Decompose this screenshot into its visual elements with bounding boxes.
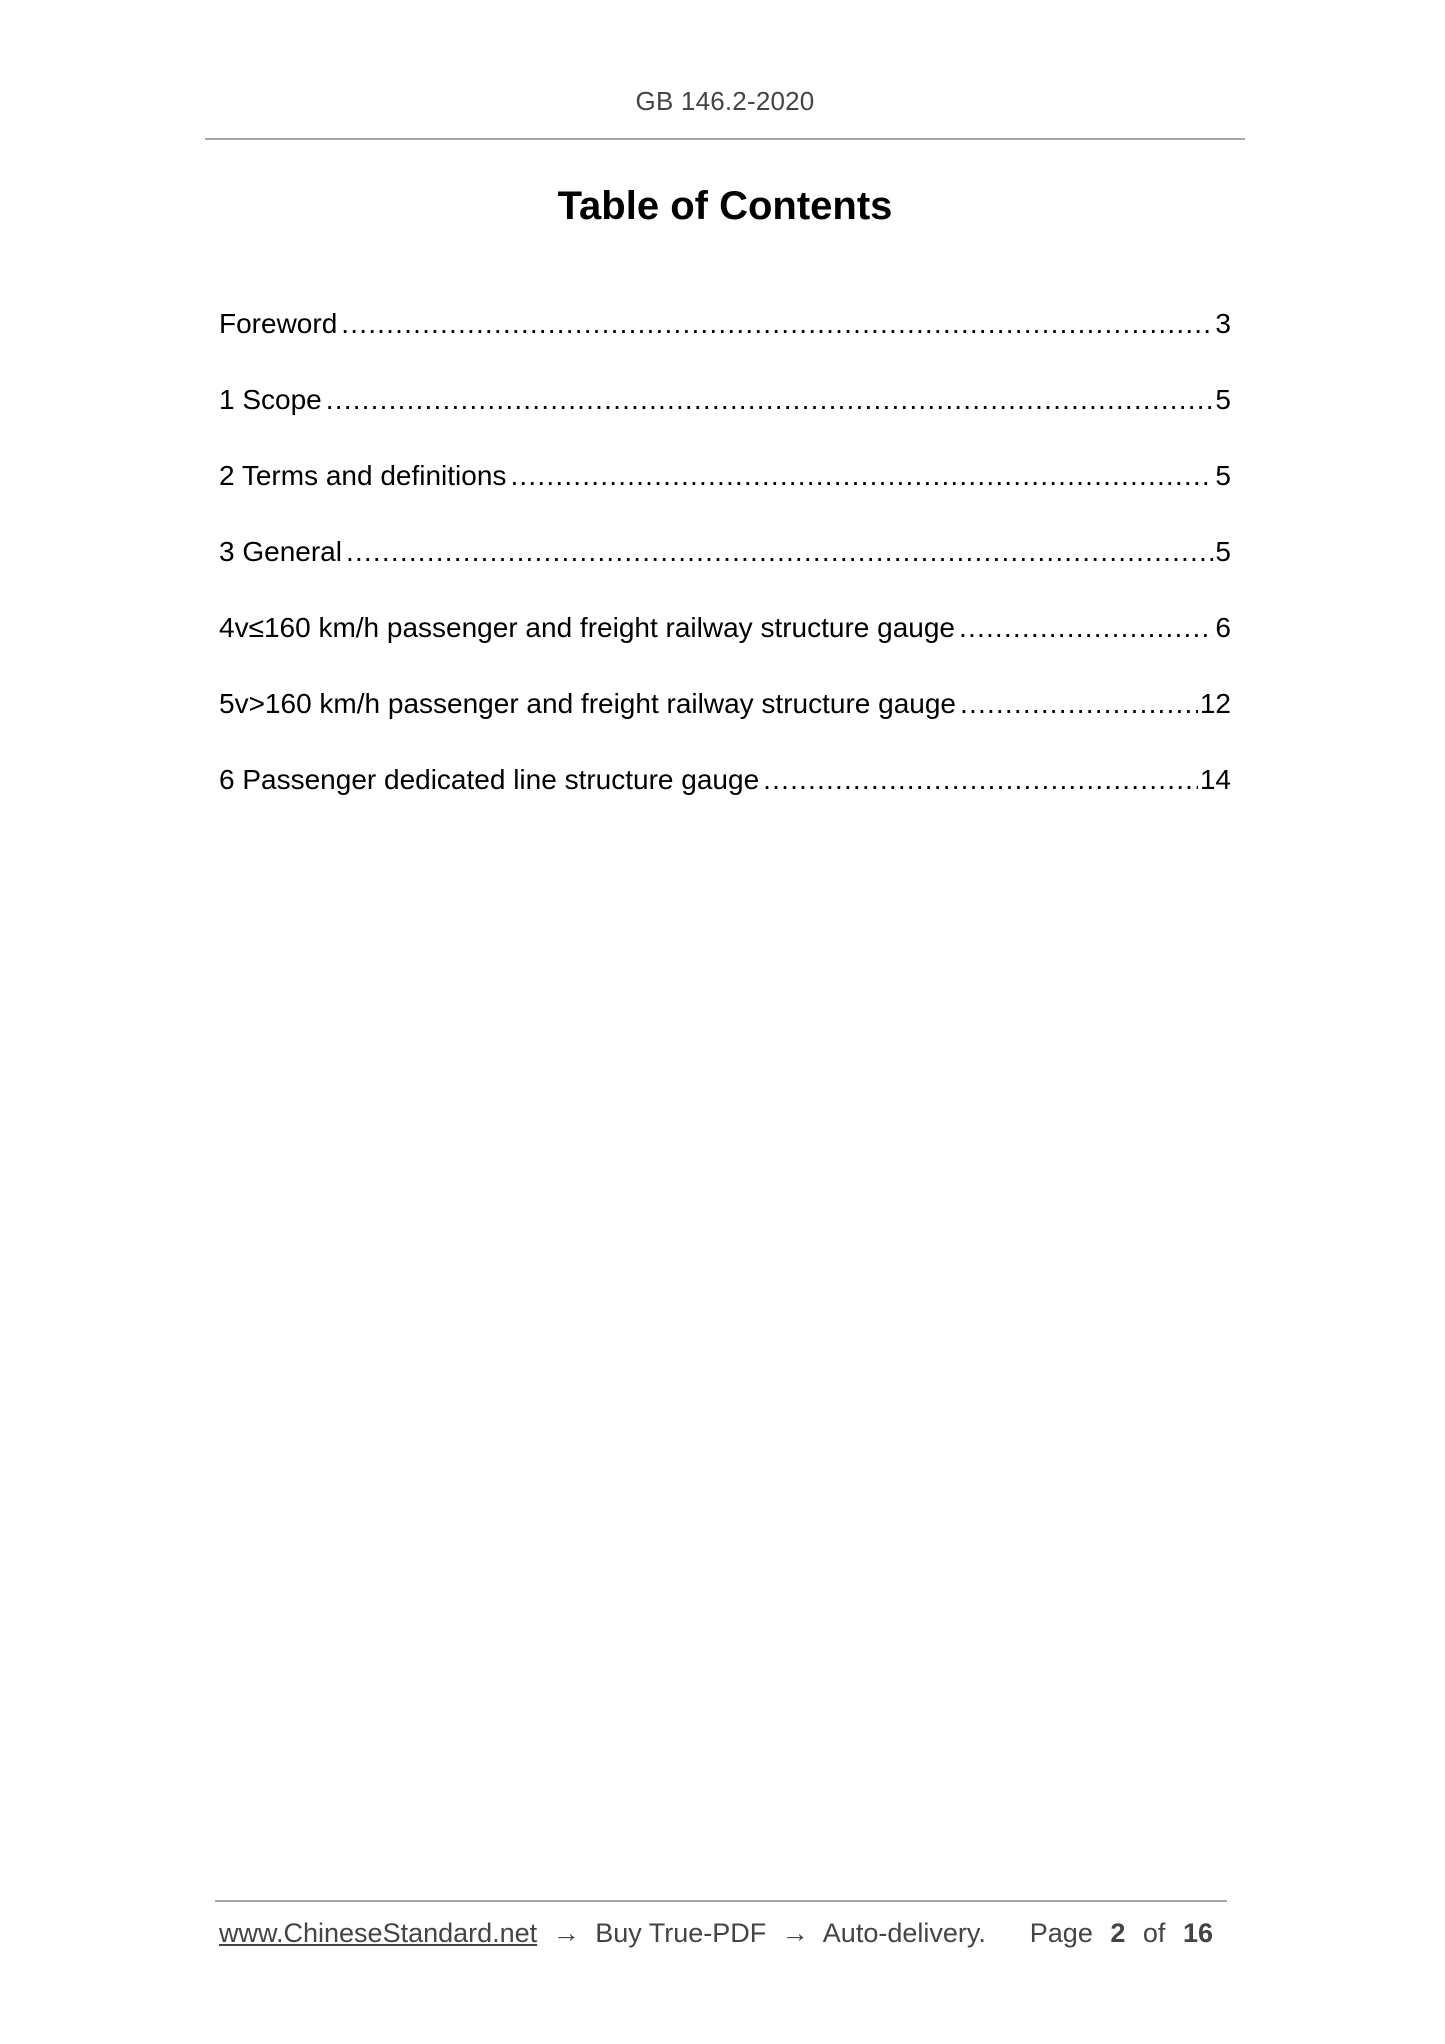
header-divider bbox=[205, 138, 1245, 140]
toc-entry-label: Foreword bbox=[219, 308, 338, 339]
toc-dot-leader bbox=[326, 376, 1214, 424]
toc-entry-scope[interactable] bbox=[219, 376, 1231, 452]
current-page-number: 2 bbox=[1110, 1918, 1126, 1948]
toc-entry-page: 14 bbox=[1199, 764, 1231, 795]
page-indicator bbox=[1030, 1918, 1223, 1949]
footer-divider bbox=[215, 1900, 1227, 1902]
auto-delivery-text: Auto-delivery. bbox=[822, 1918, 986, 1948]
toc-entry-general[interactable] bbox=[219, 528, 1231, 604]
arrow-right-icon: → bbox=[781, 1918, 809, 1948]
website-link[interactable]: www.ChineseStandard.net bbox=[219, 1918, 538, 1948]
toc-entry-high-speed-gauge[interactable] bbox=[219, 680, 1231, 756]
document-header-code: GB 146.2-2020 bbox=[635, 86, 815, 116]
toc-entry-page: 5 bbox=[1215, 536, 1231, 567]
toc-entry-number: 4 bbox=[219, 612, 235, 643]
toc-entry-page: 6 bbox=[1215, 612, 1231, 643]
toc-dot-leader bbox=[346, 528, 1213, 576]
toc-dot-leader bbox=[960, 680, 1198, 728]
table-of-contents bbox=[219, 300, 1231, 832]
total-pages-number: 16 bbox=[1182, 1918, 1213, 1948]
toc-title: Table of Contents bbox=[557, 184, 893, 228]
toc-entry-label: 2 Terms and definitions bbox=[219, 460, 507, 491]
toc-dot-leader bbox=[341, 300, 1213, 348]
arrow-right-icon: → bbox=[552, 1918, 580, 1948]
buy-true-pdf-text: Buy True-PDF bbox=[595, 1918, 767, 1948]
toc-entry-label: 6 Passenger dedicated line structure gauge bbox=[219, 764, 760, 795]
toc-entry-number: 5 bbox=[219, 688, 235, 719]
page-word: Page bbox=[1029, 1918, 1093, 1948]
toc-entry-passenger-dedicated-gauge[interactable] bbox=[219, 756, 1231, 832]
toc-dot-leader bbox=[763, 756, 1198, 804]
toc-entry-page: 5 bbox=[1215, 460, 1231, 491]
toc-entry-label: v>160 km/h passenger and freight railway structure gauge bbox=[234, 688, 956, 719]
of-word: of bbox=[1142, 1918, 1166, 1948]
toc-dot-leader bbox=[510, 452, 1213, 500]
toc-entry-terms-and-definitions[interactable] bbox=[219, 452, 1231, 528]
toc-entry-label: 3 General bbox=[219, 536, 342, 567]
footer-promo bbox=[219, 1918, 986, 1949]
toc-dot-leader bbox=[959, 604, 1213, 652]
toc-entry-label: v≤160 km/h passenger and freight railway structure gauge bbox=[234, 612, 956, 643]
toc-entry-page: 5 bbox=[1215, 384, 1231, 415]
toc-entry-label: 1 Scope bbox=[219, 384, 322, 415]
toc-entry-low-speed-gauge[interactable] bbox=[219, 604, 1231, 680]
toc-entry-page: 3 bbox=[1215, 308, 1231, 339]
toc-entry-page: 12 bbox=[1199, 688, 1231, 719]
toc-entry-foreword[interactable] bbox=[219, 300, 1231, 376]
